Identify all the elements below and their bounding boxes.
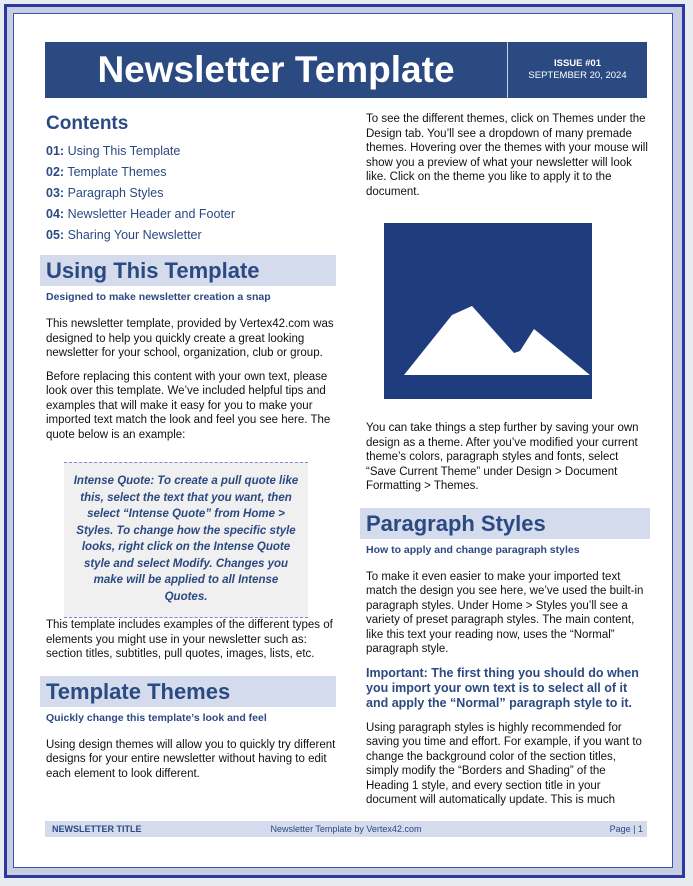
paragraph: To make it even easier to make your imported text match the design you see here, we’ve used the built-in paragraph styles. Under Home > Styles you’ll see a variety of preset paragraph styles. The main content, like this text your reading now, uses the “Normal” paragraph style. — [366, 570, 644, 655]
contents-heading: Contents — [46, 113, 129, 134]
toc-item[interactable] — [46, 162, 336, 183]
image-placeholder — [384, 223, 592, 399]
section-title-using: Using This Template — [40, 255, 336, 286]
issue-number: ISSUE #01 — [554, 58, 601, 69]
toc-label: Paragraph Styles — [67, 186, 164, 200]
toc-number: 04: — [46, 207, 65, 221]
issue-block — [508, 58, 647, 82]
left-column — [46, 108, 336, 790]
toc-label: Newsletter Header and Footer — [67, 207, 236, 221]
toc-label: Using This Template — [67, 144, 181, 158]
paragraph: Using design themes will allow you to quickly try different designs for your entire newsletter without having to edit each element to look different. — [46, 738, 336, 780]
masthead — [45, 42, 647, 98]
toc-item[interactable] — [46, 183, 336, 204]
section-title-paragraph: Paragraph Styles — [360, 508, 650, 539]
section-subtitle: How to apply and change paragraph styles — [366, 543, 580, 556]
intense-quote: Intense Quote: To create a pull quote like this, select the text that you want, then select “Intense Quote” from Home > Styles. To change how the specific style looks, right click on the Intense Quote style and select Modify. Changes you make will be applied to all Intense Quotes. — [64, 462, 308, 618]
toc-label: Template Themes — [67, 165, 167, 179]
paragraph: Using paragraph styles is highly recommended for saving you time and effort. For example, if you want to change the background color of the section titles, simply modify the “Borders and Shading” of the Heading 1 style, and every section title in your document will automatically update. This is much — [366, 721, 642, 806]
toc-number: 01: — [46, 144, 65, 158]
newsletter-title: Newsletter Template — [97, 49, 455, 90]
issue-date: SEPTEMBER 20, 2024 — [528, 70, 627, 81]
toc-number: 05: — [46, 228, 65, 242]
paragraph: This newsletter template, provided by Vertex42.com was designed to help you quickly create a great looking newsletter for your school, organization, club or group. — [46, 318, 334, 359]
paragraph: Before replacing this content with your own text, please look over this template. We’ve included helpful tips and examples that will make it easy for you to make your imported text match the look and feel you see here. The quote below is an example: — [46, 370, 331, 441]
footer-credit: Newsletter Template by Vertex42.com — [270, 824, 422, 834]
section-subtitle: Designed to make newsletter creation a snap — [46, 291, 271, 303]
toc-item[interactable] — [46, 225, 336, 246]
toc-label: Sharing Your Newsletter — [67, 228, 202, 242]
paragraph: To see the different themes, click on Themes under the Design tab. You’ll see a dropdown of many premade themes. Hovering over the themes with your mouse will show you a preview of what your newsletter will look like. Click on the theme you like to apply it to the document. — [366, 113, 648, 198]
mountain-image-icon — [384, 223, 592, 399]
toc-number: 03: — [46, 186, 65, 200]
footer-newsletter-title: NEWSLETTER TITLE — [52, 824, 142, 834]
section-subtitle: Quickly change this template’s look and feel — [46, 711, 267, 724]
toc-item[interactable] — [46, 204, 336, 225]
right-column — [366, 112, 650, 817]
page-footer — [45, 821, 647, 837]
paragraph: This template includes examples of the different types of elements you might use in your newsletter such as: section titles, subtitles, pull quotes, images, lists, etc. — [46, 619, 333, 660]
paragraph: You can take things a step further by saving your own design as a theme. After you’ve modified your current theme’s colors, paragraph styles and fonts, select “Save Current Theme” under Design > Document Formatting > Themes. — [366, 422, 639, 492]
important-note: Important: The first thing you should do when you import your own text is to select all of it and apply the “Normal” paragraph style to it. — [366, 665, 639, 710]
toc-item[interactable] — [46, 141, 336, 162]
section-title-themes: Template Themes — [40, 676, 336, 707]
footer-page-number: Page | 1 — [609, 824, 643, 834]
toc-number: 02: — [46, 165, 65, 179]
